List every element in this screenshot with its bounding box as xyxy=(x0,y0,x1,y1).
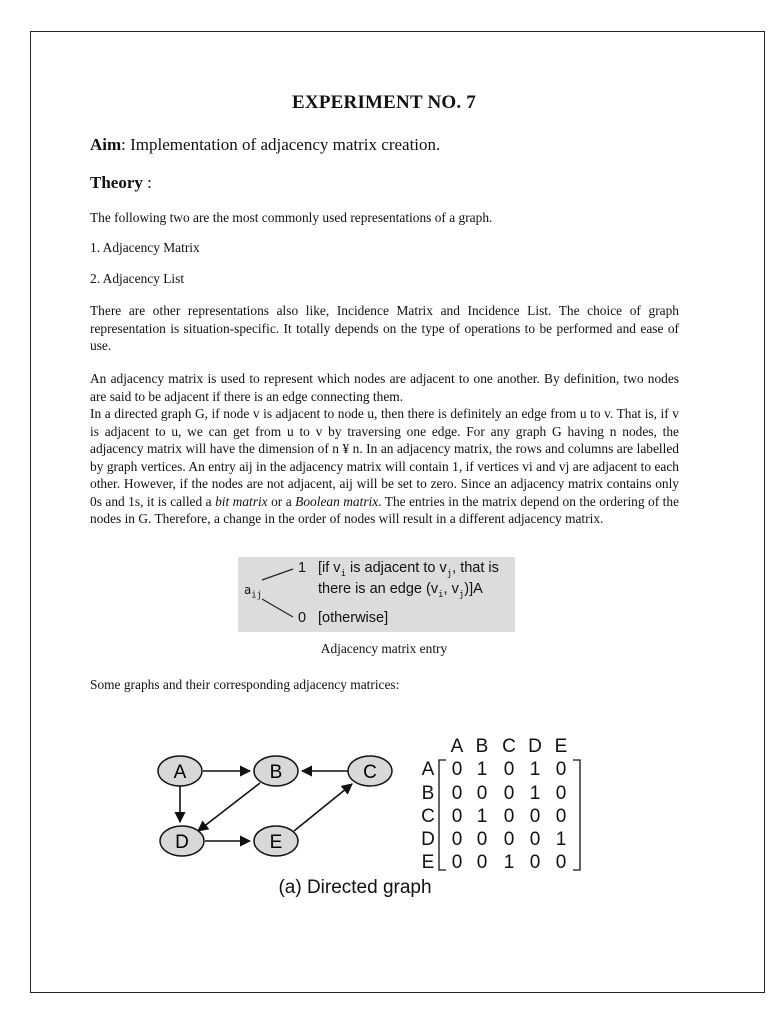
matrix-cell: 0 xyxy=(451,852,463,873)
matrix-row-headers xyxy=(421,759,435,873)
svg-text:A: A xyxy=(421,759,435,780)
directed-graph-figure xyxy=(120,722,590,902)
matrix-cell: 1 xyxy=(529,783,541,804)
entry-zero: 0 xyxy=(298,610,307,626)
list-item-adjacency-list: 2. Adjacency List xyxy=(90,271,185,286)
svg-text:C: C xyxy=(421,806,435,827)
node-d xyxy=(160,826,204,856)
aim-text: : Implementation of adjacency matrix creation. xyxy=(121,135,441,154)
graphs-intro: Some graphs and their corresponding adjacency matrices: xyxy=(90,677,400,692)
matrix-cell: 0 xyxy=(555,783,567,804)
theory-colon: : xyxy=(142,173,152,192)
matrix-cells xyxy=(452,759,567,873)
definition-text: An adjacency matrix is used to represent which nodes are adjacent to one another. By definition, two nodes are said to be adjacent if there is an edge connecting them. xyxy=(90,371,679,404)
matrix-cell: 0 xyxy=(529,829,541,850)
matrix-right-bracket xyxy=(573,760,580,870)
entry-one-condition: [if $v_i$ is adjacent to $v_j$, that is xyxy=(318,560,499,579)
matrix-cell: 1 xyxy=(555,829,567,850)
svg-text:C: C xyxy=(363,762,377,783)
matrix-left-bracket xyxy=(439,760,446,870)
directed-graph-text: In a directed graph G, if node v is adjacent to node u, then there is definitely an edge from u to v. That is, if v is adjacent to u, we can get from u to v by traversing one edge. For any graph G having n nodes, the adjacency matrix will have the dimension of n ¥ n. In an adjacency matrix, the rows and columns are labelled by graph vertices. An entry aij in the adjacency matrix will contain 1, if vertices vi and vj are adjacent to each other. However, if the nodes are not adjacent, aij will be set to zero. Since an adjacency matrix contains only 0s and 1s, it is called a xyxy=(90,406,679,509)
matrix-cell: 0 xyxy=(451,759,463,780)
page-title: EXPERIMENT NO. 7 xyxy=(292,92,476,113)
matrix-cell: 1 xyxy=(503,852,515,873)
edge-b-d xyxy=(198,783,260,831)
matrix-cell: 0 xyxy=(451,806,463,827)
matrix-cell: 0 xyxy=(476,852,488,873)
directed-graph-svg xyxy=(120,722,590,902)
matrix-cell: 0 xyxy=(529,806,541,827)
svg-text:B: B xyxy=(475,736,489,757)
node-c xyxy=(348,756,392,786)
svg-text:D: D xyxy=(175,832,189,853)
matrix-cell: 0 xyxy=(476,783,488,804)
node-b xyxy=(254,756,298,786)
matrix-cell: 1 xyxy=(529,759,541,780)
edge-e-c xyxy=(294,784,352,831)
intro-paragraph: The following two are the most commonly used representations of a graph. xyxy=(90,210,493,225)
svg-text:E: E xyxy=(554,736,568,757)
entry-caption: Adjacency matrix entry xyxy=(320,641,448,656)
matrix-cell: 0 xyxy=(451,829,463,850)
theory-label: Theory xyxy=(90,173,143,192)
figure-caption: (a) Directed graph xyxy=(278,877,432,898)
ordering-text: . The entries in the matrix depend on the ordering of the nodes in G. Therefore, a change in the order of nodes will result in a different adjacency matrix. xyxy=(90,493,680,526)
adjacency-entry-figure xyxy=(238,557,515,632)
bit-matrix-term: bit matrix xyxy=(215,493,268,509)
matrix-cell: 1 xyxy=(476,759,488,780)
node-a xyxy=(158,756,202,786)
adjacency-matrix-paragraph xyxy=(90,370,679,528)
matrix-cell: 0 xyxy=(503,829,515,850)
svg-text:D: D xyxy=(421,829,435,850)
entry-one: 1 xyxy=(298,560,307,576)
node-e xyxy=(254,826,298,856)
svg-text:E: E xyxy=(269,832,283,853)
entry-symbol: $a_{ij}$ xyxy=(244,583,263,601)
aim-line xyxy=(90,135,440,155)
matrix-cell: 0 xyxy=(555,852,567,873)
matrix-cell: 0 xyxy=(476,829,488,850)
matrix-col-headers xyxy=(451,736,568,757)
matrix-cell: 0 xyxy=(503,806,515,827)
svg-text:C: C xyxy=(502,736,516,757)
matrix-cell: 0 xyxy=(555,806,567,827)
matrix-cell: 0 xyxy=(451,783,463,804)
svg-text:D: D xyxy=(528,736,542,757)
boolean-matrix-term: Boolean matrix xyxy=(295,493,379,509)
theory-heading xyxy=(90,173,152,193)
or-a-text: or a xyxy=(267,493,296,509)
matrix-cell: 0 xyxy=(555,759,567,780)
matrix-cell: 0 xyxy=(529,852,541,873)
svg-text:B: B xyxy=(421,783,435,804)
entry-zero-condition: [otherwise] xyxy=(318,610,389,626)
matrix-cell: 0 xyxy=(503,759,515,780)
entry-edge-condition: there is an edge ($v_i$, $v_j)]A$ xyxy=(318,581,483,600)
svg-text:B: B xyxy=(269,762,283,783)
representations-paragraph: There are other representations also like, Incidence Matrix and Incidence List. The choice of graph representation is situation-specific. It totally depends on the type of operations to be performed and ease of use. xyxy=(90,303,679,353)
aim-label: Aim xyxy=(90,135,122,154)
svg-text:E: E xyxy=(421,852,435,873)
svg-text:A: A xyxy=(450,736,464,757)
matrix-cell: 0 xyxy=(503,783,515,804)
matrix-cell: 1 xyxy=(476,806,488,827)
svg-text:A: A xyxy=(173,762,187,783)
list-item-adjacency-matrix: 1. Adjacency Matrix xyxy=(90,240,200,255)
